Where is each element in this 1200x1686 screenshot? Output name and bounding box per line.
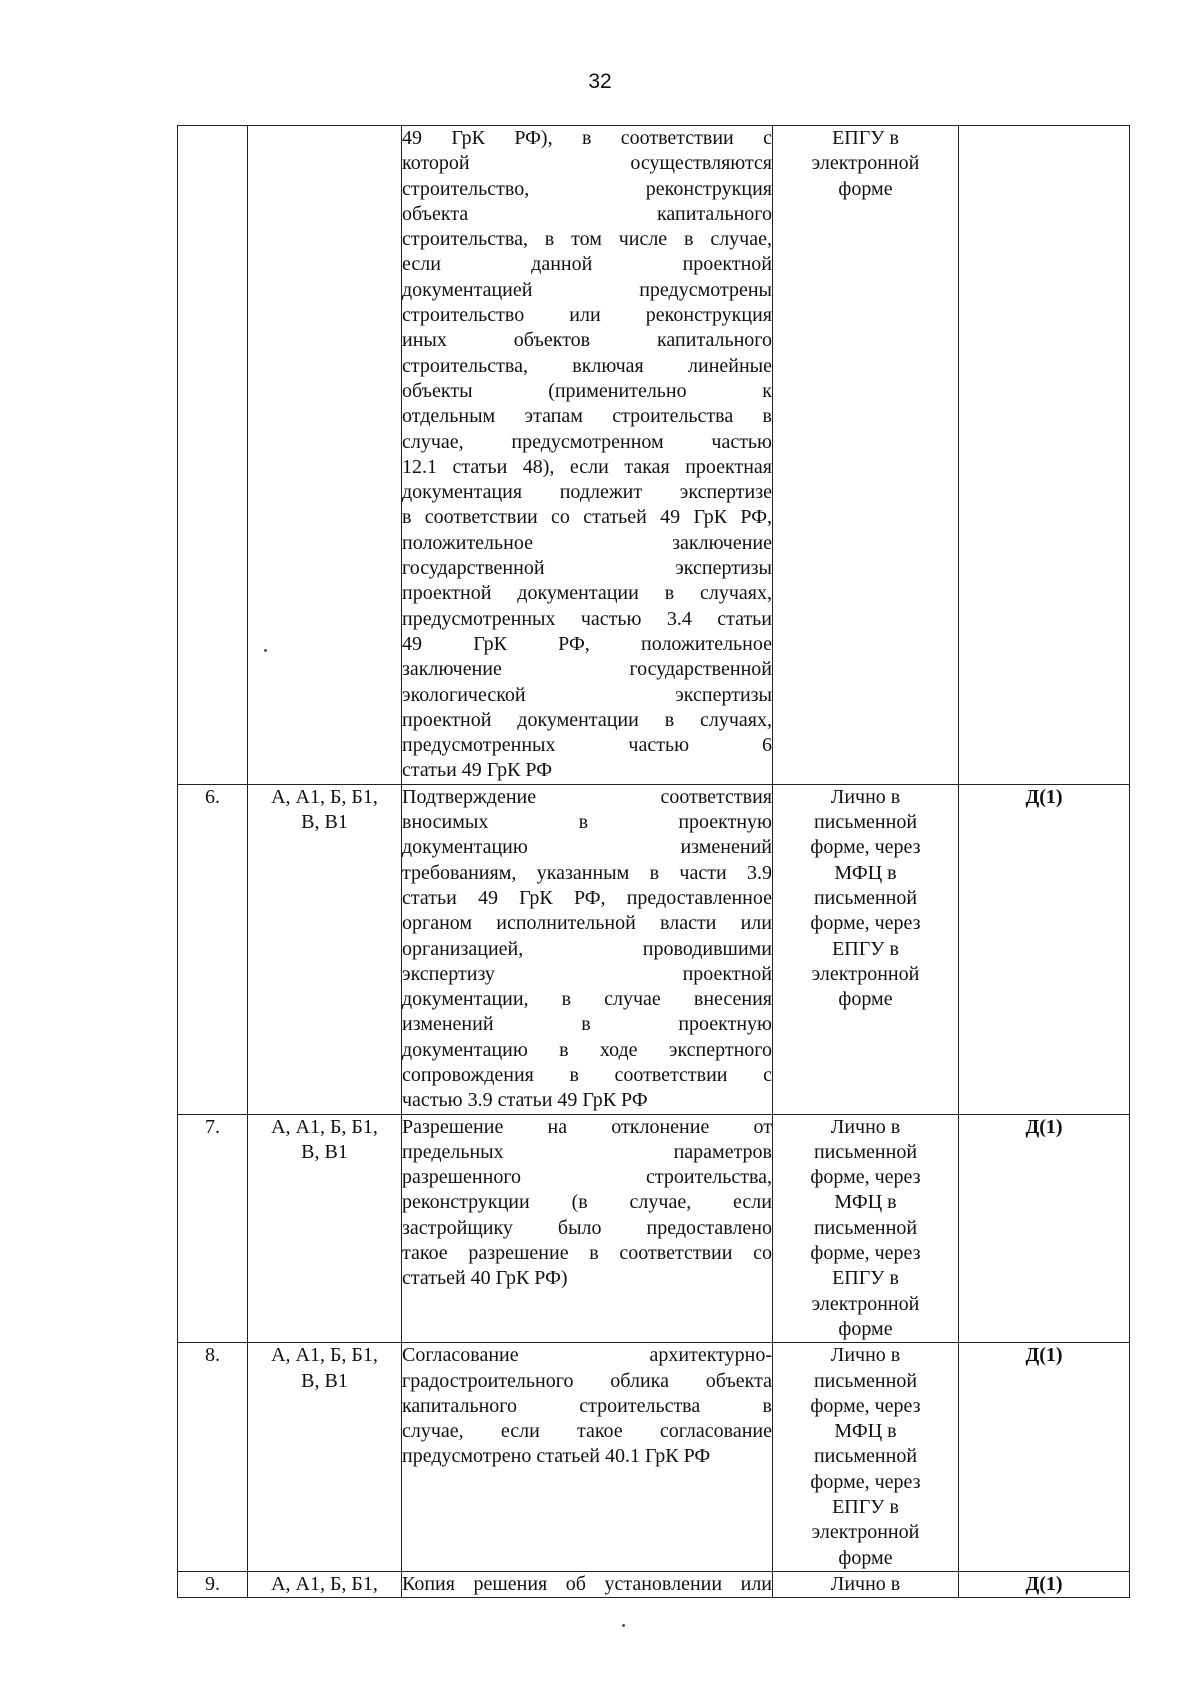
description-line: случае, предусмотренном частью	[402, 430, 772, 453]
row-category	[248, 1571, 402, 1597]
method-line: письменной	[813, 811, 918, 834]
description-line: органом исполнительной власти или	[402, 912, 772, 935]
documents-table	[177, 125, 1130, 1598]
method-line: электронной	[811, 1521, 920, 1544]
description-line: которой осуществляются	[402, 152, 772, 175]
method-line: письменной	[813, 1140, 918, 1163]
method-line: электронной	[811, 962, 920, 985]
description-line: требованиям, указанным в части 3.9	[402, 861, 772, 884]
description-line: объекта капитального	[402, 202, 772, 225]
row-submission-method	[773, 784, 959, 1114]
description-line: Разрешение на отклонение от	[402, 1115, 772, 1138]
row-mark: Д(1)	[959, 1571, 1130, 1597]
description-line: градостроительного облика объекта	[402, 1369, 772, 1392]
description-line: организацией, проводившими	[402, 937, 772, 960]
description-line: документацию в ходе экспертного	[402, 1038, 772, 1061]
row-submission-method	[773, 1114, 959, 1343]
scan-speck	[622, 1624, 625, 1627]
category-line: А, А1, Б, Б1,	[271, 1572, 378, 1595]
description-line: разрешенного строительства,	[402, 1166, 772, 1189]
method-line: форме, через	[810, 912, 921, 935]
description-line: Согласование архитектурно-	[402, 1344, 772, 1367]
method-line: письменной	[813, 886, 918, 909]
row-description	[402, 1114, 773, 1343]
table-row	[178, 1343, 1130, 1572]
description-line: проектной документации в случаях,	[402, 708, 772, 731]
method-line: МФЦ в	[834, 1420, 897, 1443]
method-line: форме	[838, 1546, 893, 1569]
method-line: ЕПГУ в	[832, 1496, 899, 1519]
description-line: государственной экспертизы	[402, 557, 772, 580]
row-submission-method	[773, 1571, 959, 1597]
row-number: 7.	[178, 1114, 248, 1343]
row-submission-method	[773, 1343, 959, 1572]
description-line: вносимых в проектную	[402, 811, 772, 834]
row-category	[248, 126, 402, 785]
table-row	[178, 784, 1130, 1114]
table-row	[178, 126, 1130, 785]
description-line: статьей 40 ГрК РФ)	[402, 1267, 568, 1290]
description-line: предусмотренных частью 6	[402, 734, 772, 757]
method-line: МФЦ в	[834, 861, 897, 884]
row-description	[402, 126, 773, 785]
description-line: строительства, включая линейные	[402, 354, 772, 377]
category-line: А, А1, Б, Б1,	[271, 1344, 378, 1367]
method-line: МФЦ в	[834, 1191, 897, 1214]
row-number: 8.	[178, 1343, 248, 1572]
description-line: документация подлежит экспертизе	[402, 481, 772, 504]
method-line: форме, через	[810, 1394, 921, 1417]
description-line: отдельным этапам строительства в	[402, 405, 772, 428]
description-line: капитального строительства в	[402, 1394, 772, 1417]
description-line: Подтверждение соответствия	[402, 785, 772, 808]
method-line: электронной	[811, 1292, 920, 1315]
method-line: Лично в	[830, 785, 901, 808]
description-line: 12.1 статьи 48), если такая проектная	[402, 455, 772, 478]
row-description	[402, 1343, 773, 1572]
description-line: такое разрешение в соответствии со	[402, 1242, 772, 1265]
row-mark: Д(1)	[959, 1114, 1130, 1343]
description-line: случае, если такое согласование	[402, 1420, 772, 1443]
method-line: ЕПГУ в	[832, 127, 899, 149]
method-line: письменной	[813, 1445, 918, 1468]
description-line: экологической экспертизы	[402, 683, 772, 706]
row-mark: Д(1)	[959, 784, 1130, 1114]
description-line: предусмотрено статьей 40.1 ГрК РФ	[402, 1445, 711, 1468]
row-description	[402, 1571, 773, 1597]
description-line: документацией предусмотрены	[402, 278, 772, 301]
category-line: А, А1, Б, Б1,	[271, 785, 378, 808]
scan-speck	[264, 649, 267, 652]
description-line: строительство или реконструкция	[402, 304, 772, 327]
row-description	[402, 784, 773, 1114]
method-line: форме	[838, 177, 893, 200]
row-category	[248, 1114, 402, 1343]
description-line: предусмотренных частью 3.4 статьи	[402, 607, 772, 630]
description-line: в соответствии со статьей 49 ГрК РФ,	[402, 506, 772, 529]
description-line: застройщику было предоставлено	[402, 1216, 772, 1239]
page-number: 32	[588, 70, 612, 93]
description-line: если данной проектной	[402, 253, 772, 276]
method-line: Лично в	[830, 1115, 901, 1138]
method-line: форме, через	[810, 836, 921, 859]
category-line: В, В1	[301, 811, 348, 834]
method-line: письменной	[813, 1216, 918, 1239]
description-line: положительное заключение	[402, 531, 772, 554]
category-line: В, В1	[301, 1140, 348, 1163]
row-number: 6.	[178, 784, 248, 1114]
description-line: строительства, в том числе в случае,	[402, 228, 772, 251]
description-line: документацию изменений	[402, 836, 772, 859]
description-line: 49 ГрК РФ, положительное	[402, 632, 772, 655]
row-submission-method	[773, 126, 959, 785]
category-line: А, А1, Б, Б1,	[271, 1115, 378, 1138]
row-category	[248, 784, 402, 1114]
description-line: экспертизу проектной	[402, 962, 772, 985]
method-line: электронной	[811, 152, 920, 175]
row-mark	[959, 126, 1130, 785]
description-line: статьи 49 ГрК РФ	[402, 759, 553, 782]
table-row	[178, 1571, 1130, 1597]
description-line: 49 ГрК РФ), в соответствии с	[402, 127, 772, 149]
description-line: статьи 49 ГрК РФ, предоставленное	[402, 886, 772, 909]
description-line: сопровождения в соответствии с	[402, 1063, 772, 1086]
method-line: ЕПГУ в	[832, 1267, 899, 1290]
description-line: предельных параметров	[402, 1140, 772, 1163]
method-line: форме	[838, 988, 893, 1011]
method-line: ЕПГУ в	[832, 937, 899, 960]
method-line: письменной	[813, 1369, 918, 1392]
row-number: 9.	[178, 1571, 248, 1597]
description-line: строительство, реконструкция	[402, 177, 772, 200]
description-line: заключение государственной	[402, 658, 772, 681]
description-line: изменений в проектную	[402, 1013, 772, 1036]
category-line: В, В1	[301, 1369, 348, 1392]
method-line: Лично в	[830, 1572, 901, 1595]
row-number	[178, 126, 248, 785]
method-line: форме, через	[810, 1166, 921, 1189]
description-line: проектной документации в случаях,	[402, 582, 772, 605]
description-line: иных объектов капитального	[402, 329, 772, 352]
description-line: объекты (применительно к	[402, 379, 772, 402]
method-line: форме, через	[810, 1242, 921, 1265]
description-line: документации, в случае внесения	[402, 988, 772, 1011]
row-mark: Д(1)	[959, 1343, 1130, 1572]
method-line: форме, через	[810, 1470, 921, 1493]
table-row	[178, 1114, 1130, 1343]
description-line: Копия решения об установлении или	[402, 1572, 772, 1595]
method-line: форме	[838, 1317, 893, 1340]
description-line: частью 3.9 статьи 49 ГрК РФ	[402, 1089, 648, 1112]
method-line: Лично в	[830, 1344, 901, 1367]
row-category	[248, 1343, 402, 1572]
description-line: реконструкции (в случае, если	[402, 1191, 772, 1214]
